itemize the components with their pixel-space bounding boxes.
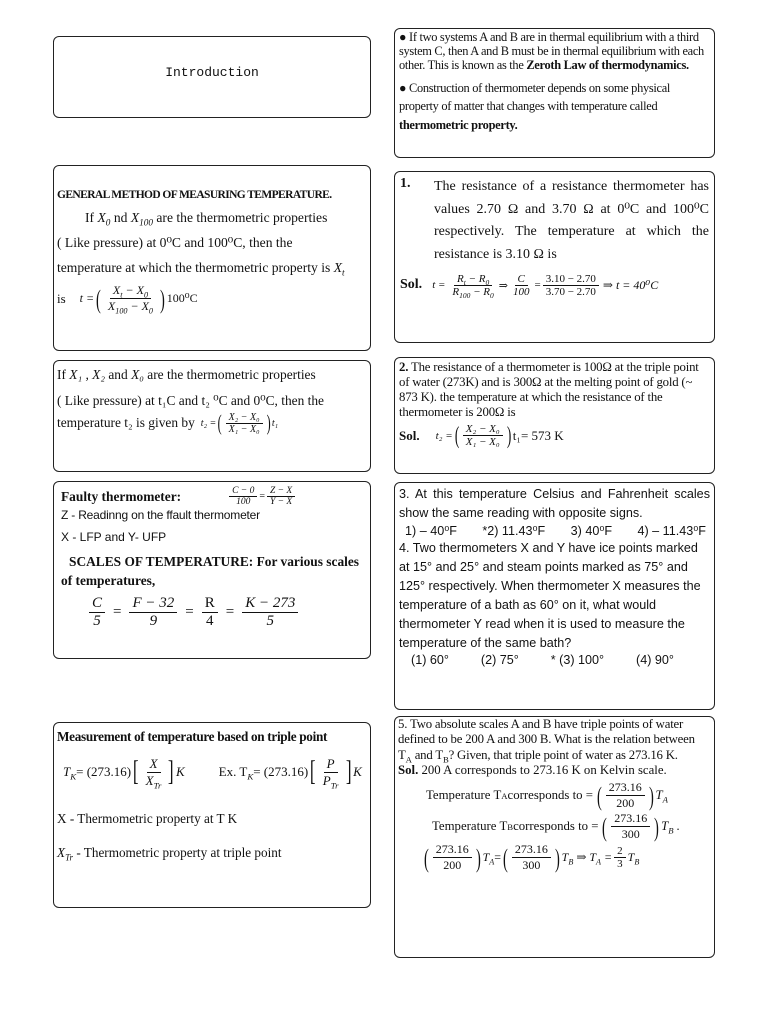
faulty-fraction-1: $\frac{C - 0}{100}$ (229, 486, 257, 507)
question-3-option[interactable]: 1) – 40⁰F (405, 523, 457, 538)
question-2-body: The resistance of a thermometer is 100Ω at the triple point of water (273K) and is 300Ω at the melting point of gold (~ 873 K). the temperature at which the resistance of the thermometer is 200Ω is (399, 360, 699, 419)
q1-fraction-3: $\frac{3.10 - 2.70}{3.70 - 2.70}$ (543, 273, 599, 298)
equals-sign: = (185, 603, 194, 620)
question-1-row (400, 176, 709, 267)
example-const: = (273.16) (253, 764, 309, 779)
example-formula (219, 756, 362, 789)
general-formula-row (57, 283, 367, 314)
question-4-option[interactable]: (1) 60° (411, 653, 449, 668)
two-point-line-1: If X₁ , X₂ and X₀ are the thermometric properties (57, 367, 316, 382)
faulty-fraction-2: $\frac{Z - X}{Y - X}$ (267, 486, 295, 507)
question-1-text: The resistance of a resistance thermometer has values 2.70 Ω and 3.70 Ω at 0⁰C and 100⁰C respectively. The temperature at which the resistance is 3.10 Ω is (434, 179, 709, 263)
two-point-formula-tail: t₁ (271, 417, 279, 429)
symbol-x100: $X_{100}$ (130, 210, 153, 229)
intro-box (53, 36, 371, 118)
question-3-options (399, 523, 710, 539)
general-formula-tail: 100⁰C (166, 291, 198, 306)
question-4-option[interactable]: (4) 90° (636, 653, 674, 668)
q1-fraction-2: $\frac{C}{100}$ (512, 272, 530, 298)
question-2-text (399, 360, 710, 419)
thermometric-property-term: thermometric property. (399, 117, 518, 132)
equals-sign: = (113, 603, 122, 620)
triple-formula-unit: K (176, 764, 185, 779)
general-line-2: ( Like pressure) at 0⁰C and 100⁰C, then the (57, 235, 293, 251)
question-5-body: 5. Two absolute scales A and B have triple points of water defined to be 200 A and 300 B. What is the relation between T (398, 717, 695, 762)
fraction-a: ( $\frac{273.16}{200}$ ) (596, 780, 654, 811)
symbol-t: t = (432, 279, 446, 292)
result-fraction-a: ( $\frac{273.16}{200}$ ) (423, 842, 481, 873)
triple-formula-const: = (273.16) (76, 764, 132, 779)
symbol-ta: $T_A$ (655, 788, 668, 805)
faulty-line-1: Z - Readinng on the ffault thermometer (61, 508, 260, 522)
question-5-text: 5. Two absolute scales A and B have triple points of water defined to be 200 A and 300 B. What is the relation between $T_A$ and $T_B$? Given, that triple point of water as 273.16 K. (398, 717, 695, 765)
scale-reaumur: $\frac{R}{4}$ (202, 595, 218, 630)
general-line-1 (57, 210, 367, 227)
general-method-heading: GENERAL METHOD OF MEASURING TEMPERATURE. (57, 189, 332, 201)
general-word-if: If (85, 210, 95, 226)
scales-heading: SCALES OF TEMPERATURE: For various scales of temperatures, (61, 554, 360, 589)
equals-sign: = (225, 603, 235, 620)
zeroth-law-box (394, 28, 715, 158)
general-word-nd: nd (113, 210, 128, 226)
symbol-x-tr: $X_{Tr}$ (57, 845, 74, 863)
symbol-tb: $T_B$ . (661, 819, 680, 836)
zeroth-law-text: If two systems A and B are in thermal equilibrium with a third system C, then A and B must be in thermal equilibrium with each other. This is known as the (399, 30, 704, 72)
bullet-icon: ● (399, 80, 407, 95)
question-5-line-a: Temperature T A corresponds to = ( $\frac{273.16}{200}$ ) $T_A$ (426, 780, 668, 811)
triple-point-heading: Measurement of temperature based on triple point (57, 729, 328, 744)
question-1-solution (400, 273, 709, 298)
solution-label: Sol. (399, 427, 420, 443)
question-4-text: 4. Two thermometers X and Y have ice points marked at 15° and 25° and steam points marked as 75° and 125° respectively. When thermometer X measures the temperature of a bath as 60° on it, what would thermometer Y read when it is used to measure the temperature of the same bath? (399, 541, 701, 650)
faulty-thermometer-box (53, 481, 371, 659)
scales-formula (87, 595, 363, 630)
question-2-answer: t₁= 573 K (512, 427, 564, 443)
question-5-solution-text: 200 A corresponds to 273.16 K on Kelvin scale. (418, 763, 667, 778)
question-3-option[interactable]: 4) – 11.43⁰F (637, 523, 706, 538)
question-1-box (394, 171, 715, 343)
zeroth-law-name: Zeroth Law of thermodynamics. (526, 57, 689, 72)
question-2-number: 2. (399, 360, 409, 374)
general-formula-fraction: ( $\frac{X_t - X_0}{X_{100} - X_0}$ ) (96, 283, 165, 316)
bullet-icon: ● (399, 30, 407, 44)
intro-title: Introduction (165, 65, 259, 80)
two-point-line-3-text: temperature t₂ is given by (57, 415, 195, 430)
solution-label: Sol. (400, 277, 423, 293)
result-implies: ⇒ $T_A$ = (576, 850, 613, 867)
result-fraction-b: ( $\frac{273.16}{300}$ ) (503, 842, 560, 873)
question-5-solution (398, 763, 711, 778)
faulty-title-row (61, 486, 363, 507)
result-ratio: $\frac{2}{3}$ (614, 845, 626, 870)
example-label: Ex. $T_K$ (218, 764, 254, 782)
question-4-options (399, 652, 710, 670)
equals-sign: = (259, 491, 265, 502)
thermometric-property-paragraph (399, 79, 710, 135)
implies-icon: ⇒ (498, 279, 508, 292)
question-4-option[interactable]: (2) 75° (480, 653, 519, 668)
question-2-solution (399, 423, 710, 448)
symbol-x0: X₀ (131, 367, 144, 382)
two-point-method-box (53, 360, 371, 472)
general-method-box (53, 165, 371, 351)
thermometric-property-text: Construction of thermometer depends on some physical property of matter that changes with temperature called (399, 80, 671, 114)
faulty-title: Faulty thermometer: (61, 488, 182, 504)
question-4-option[interactable]: * (3) 100° (550, 653, 605, 668)
triple-line-2 (57, 845, 367, 862)
general-formula-lhs: t = (79, 291, 95, 306)
zeroth-law-paragraph (399, 31, 710, 73)
triple-formula-lhs: $T_K$ (63, 764, 77, 782)
triple-point-formulas (57, 756, 367, 789)
two-point-line-3 (57, 412, 367, 435)
general-line-1-tail: are the thermometric properties (156, 210, 328, 226)
line-a-label: Temperature T (426, 788, 502, 803)
question-5-result: ( $\frac{273.16}{200}$ ) $T_A$ = ( $\frac{273.16}{300}$ ) $T_B$ ⇒ $T_A$ = $\frac{2}{3}$ $T_B$ (423, 842, 640, 873)
scale-fahrenheit: $\frac{F - 32}{9}$ (129, 595, 177, 630)
general-line-3-text: temperature at which the thermometric property is (57, 260, 331, 276)
question-2-formula-fraction: ( $\frac{\text{X₂ − X₀}}{\text{X₁ − X₀}}$ ) (454, 421, 511, 449)
question-2-box (394, 357, 715, 474)
question-5-line-b: Temperature T B corresponds to = ( $\frac{273.16}{300}$ ) $T_B$ . (432, 811, 680, 842)
line-b-label: Temperature T (432, 819, 508, 834)
example-unit: K (353, 764, 362, 779)
triple-formula-fraction: [ $\frac{X}{X_{Tr}}$ ] (133, 755, 175, 791)
question-3-option[interactable]: *2) 11.43⁰F (482, 523, 546, 538)
fraction-b: ( $\frac{273.16}{300}$ ) (602, 811, 660, 842)
solution-label: Sol. (398, 763, 419, 778)
scale-kelvin: $\frac{K - 273}{5}$ (242, 595, 298, 630)
question-1-number: 1. (400, 176, 411, 191)
triple-point-box (53, 722, 371, 908)
symbol-xt: $X_t$ (333, 260, 345, 279)
scale-celsius: $\frac{C}{5}$ (89, 595, 105, 630)
question-3-option[interactable]: 3) 40⁰F (570, 523, 613, 538)
question-3-text: 3. At this temperature Celsius and Fahrenheit scales show the same reading with opposite signs. (399, 487, 710, 520)
question-1-answer: ⇒ t = 40⁰C (602, 277, 659, 292)
two-point-line-2: ( Like pressure) at t₁C and t₂ ⁰C and 0⁰C, then the (57, 392, 324, 408)
general-line-3 (57, 260, 367, 277)
equals-sign: = (534, 279, 541, 292)
question-2-formula-lhs: t₂ = (435, 429, 453, 442)
symbol-x0: $X_0$ (97, 210, 111, 229)
q1-fraction-1: $\frac{R_t - R_0}{R_{100} - R_0}$ (452, 272, 494, 300)
two-point-formula-lhs: t₂ = (200, 417, 217, 429)
triple-line-1: X - Thermometric property at T K (57, 810, 238, 826)
faulty-line-2: X - LFP and Y- UFP (61, 530, 167, 544)
two-point-formula-fraction: ( $\frac{\text{X₂ − X₀}}{\text{X₁ − X₀}}$ ) (217, 410, 271, 435)
example-fraction: [ $\frac{P}{P_{Tr}}$ ] (310, 755, 352, 791)
general-word-is: is (57, 290, 66, 306)
question-5-box (394, 716, 715, 958)
triple-line-2-text: - Thermometric property at triple point (73, 845, 282, 860)
symbol-x1-x2: X₁ , X₂ (69, 367, 105, 382)
questions-3-4-box (394, 482, 715, 710)
equals-sign: = (494, 850, 502, 865)
